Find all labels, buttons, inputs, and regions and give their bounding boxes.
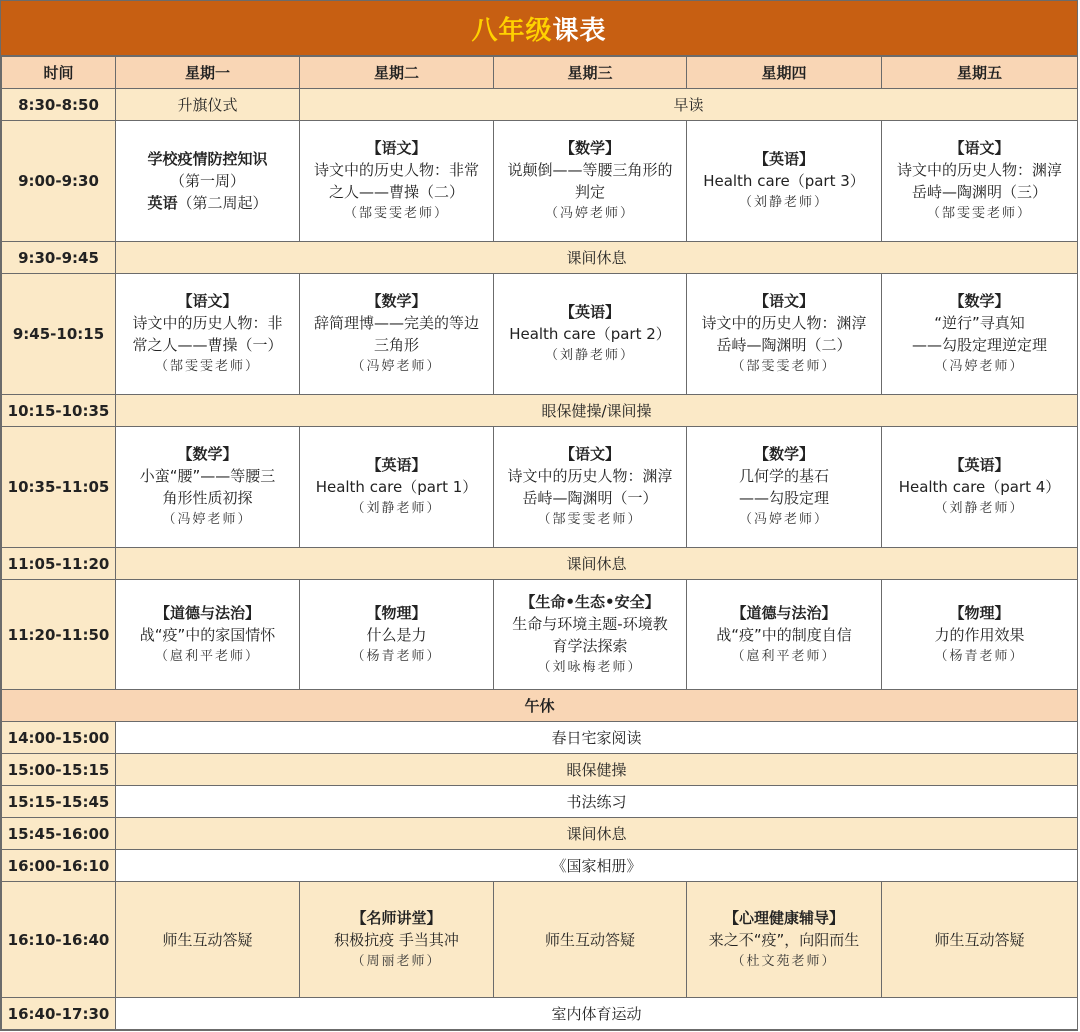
span-cell: 课间休息: [116, 548, 1078, 580]
table-row: [2, 882, 1078, 998]
class-cell: 【名师讲堂】 积极抗疫 手当其冲 （周丽老师）: [300, 882, 494, 998]
time-cell: 10:15-10:35: [2, 395, 116, 427]
table-row: [2, 580, 1078, 690]
table-row: [2, 427, 1078, 548]
time-cell: 11:20-11:50: [2, 580, 116, 690]
class-cell: 师生互动答疑: [882, 882, 1078, 998]
schedule-table: [1, 56, 1078, 1030]
span-cell: 眼保健操/课间操: [116, 395, 1078, 427]
class-cell: 【语文】 诗文中的历史人物：非 常之人——曹操（一） （郜雯雯老师）: [116, 274, 300, 395]
table-row: [2, 850, 1078, 882]
class-cell: 【语文】 诗文中的历史人物：非常 之人——曹操（二） （郜雯雯老师）: [300, 121, 494, 242]
time-cell: 9:00-9:30: [2, 121, 116, 242]
time-cell: 10:35-11:05: [2, 427, 116, 548]
time-cell: 9:30-9:45: [2, 242, 116, 274]
header-friday: 星期五: [882, 57, 1078, 89]
class-cell: 【物理】 力的作用效果 （杨青老师）: [882, 580, 1078, 690]
table-row: [2, 754, 1078, 786]
time-cell: 15:00-15:15: [2, 754, 116, 786]
table-row: [2, 395, 1078, 427]
span-cell: 《国家相册》: [116, 850, 1078, 882]
table-row: [2, 242, 1078, 274]
title-bar: [1, 1, 1077, 56]
class-cell: 【数学】 “逆行”寻真知 ——勾股定理逆定理 （冯婷老师）: [882, 274, 1078, 395]
header-monday: 星期一: [116, 57, 300, 89]
span-cell: 早读: [300, 89, 1078, 121]
lunch-row: [2, 690, 1078, 722]
time-cell: 15:45-16:00: [2, 818, 116, 850]
header-row: [2, 57, 1078, 89]
time-cell: 16:00-16:10: [2, 850, 116, 882]
time-cell: 14:00-15:00: [2, 722, 116, 754]
table-row: [2, 548, 1078, 580]
class-cell: 【道德与法治】 战“疫”中的家国情怀 （扈利平老师）: [116, 580, 300, 690]
span-cell: 课间休息: [116, 818, 1078, 850]
time-cell: 9:45-10:15: [2, 274, 116, 395]
table-row: [2, 121, 1078, 242]
class-cell: 【英语】 Health care（part 3） （刘静老师）: [687, 121, 882, 242]
table-row: [2, 818, 1078, 850]
table-row: [2, 786, 1078, 818]
span-cell: 室内体育运动: [116, 998, 1078, 1030]
table-row: [2, 998, 1078, 1030]
time-cell: 11:05-11:20: [2, 548, 116, 580]
table-row: [2, 722, 1078, 754]
class-cell: 【生命•生态•安全】 生命与环境主题-环境教 育学法探索 （刘咏梅老师）: [494, 580, 687, 690]
class-cell: 【物理】 什么是力 （杨青老师）: [300, 580, 494, 690]
class-cell: 【英语】 Health care（part 1） （刘静老师）: [300, 427, 494, 548]
class-cell: 【语文】 诗文中的历史人物：渊淳 岳峙—陶渊明（二） （郜雯雯老师）: [687, 274, 882, 395]
class-cell: 升旗仪式: [116, 89, 300, 121]
span-cell: 课间休息: [116, 242, 1078, 274]
class-cell: 【英语】 Health care（part 4） （刘静老师）: [882, 427, 1078, 548]
lunch-cell: 午休: [2, 690, 1078, 722]
header-wednesday: 星期三: [494, 57, 687, 89]
class-cell: 【心理健康辅导】 来之不“疫”，向阳而生 （杜文苑老师）: [687, 882, 882, 998]
class-cell: 【语文】 诗文中的历史人物：渊淳 岳峙—陶渊明（三） （郜雯雯老师）: [882, 121, 1078, 242]
class-cell: 【数学】 说颠倒——等腰三角形的 判定 （冯婷老师）: [494, 121, 687, 242]
span-cell: 书法练习: [116, 786, 1078, 818]
table-row: [2, 89, 1078, 121]
class-cell: 学校疫情防控知识 （第一周） 英语（第二周起）: [116, 121, 300, 242]
time-cell: 15:15-15:45: [2, 786, 116, 818]
class-cell: 师生互动答疑: [494, 882, 687, 998]
page-title: 八年级课表: [471, 15, 607, 46]
time-cell: 8:30-8:50: [2, 89, 116, 121]
header-tuesday: 星期二: [300, 57, 494, 89]
class-cell: 【数学】 几何学的基石 ——勾股定理 （冯婷老师）: [687, 427, 882, 548]
class-cell: 【语文】 诗文中的历史人物：渊淳 岳峙—陶渊明（一） （郜雯雯老师）: [494, 427, 687, 548]
class-cell: 【道德与法治】 战“疫”中的制度自信 （扈利平老师）: [687, 580, 882, 690]
time-cell: 16:40-17:30: [2, 998, 116, 1030]
span-cell: 春日宅家阅读: [116, 722, 1078, 754]
table-row: [2, 274, 1078, 395]
span-cell: 眼保健操: [116, 754, 1078, 786]
time-cell: 16:10-16:40: [2, 882, 116, 998]
class-cell: 【数学】 辞简理博——完美的等边 三角形 （冯婷老师）: [300, 274, 494, 395]
class-cell: 师生互动答疑: [116, 882, 300, 998]
class-cell: 【英语】 Health care（part 2） （刘静老师）: [494, 274, 687, 395]
header-thursday: 星期四: [687, 57, 882, 89]
class-cell: 【数学】 小蛮“腰”——等腰三 角形性质初探 （冯婷老师）: [116, 427, 300, 548]
header-time: 时间: [2, 57, 116, 89]
